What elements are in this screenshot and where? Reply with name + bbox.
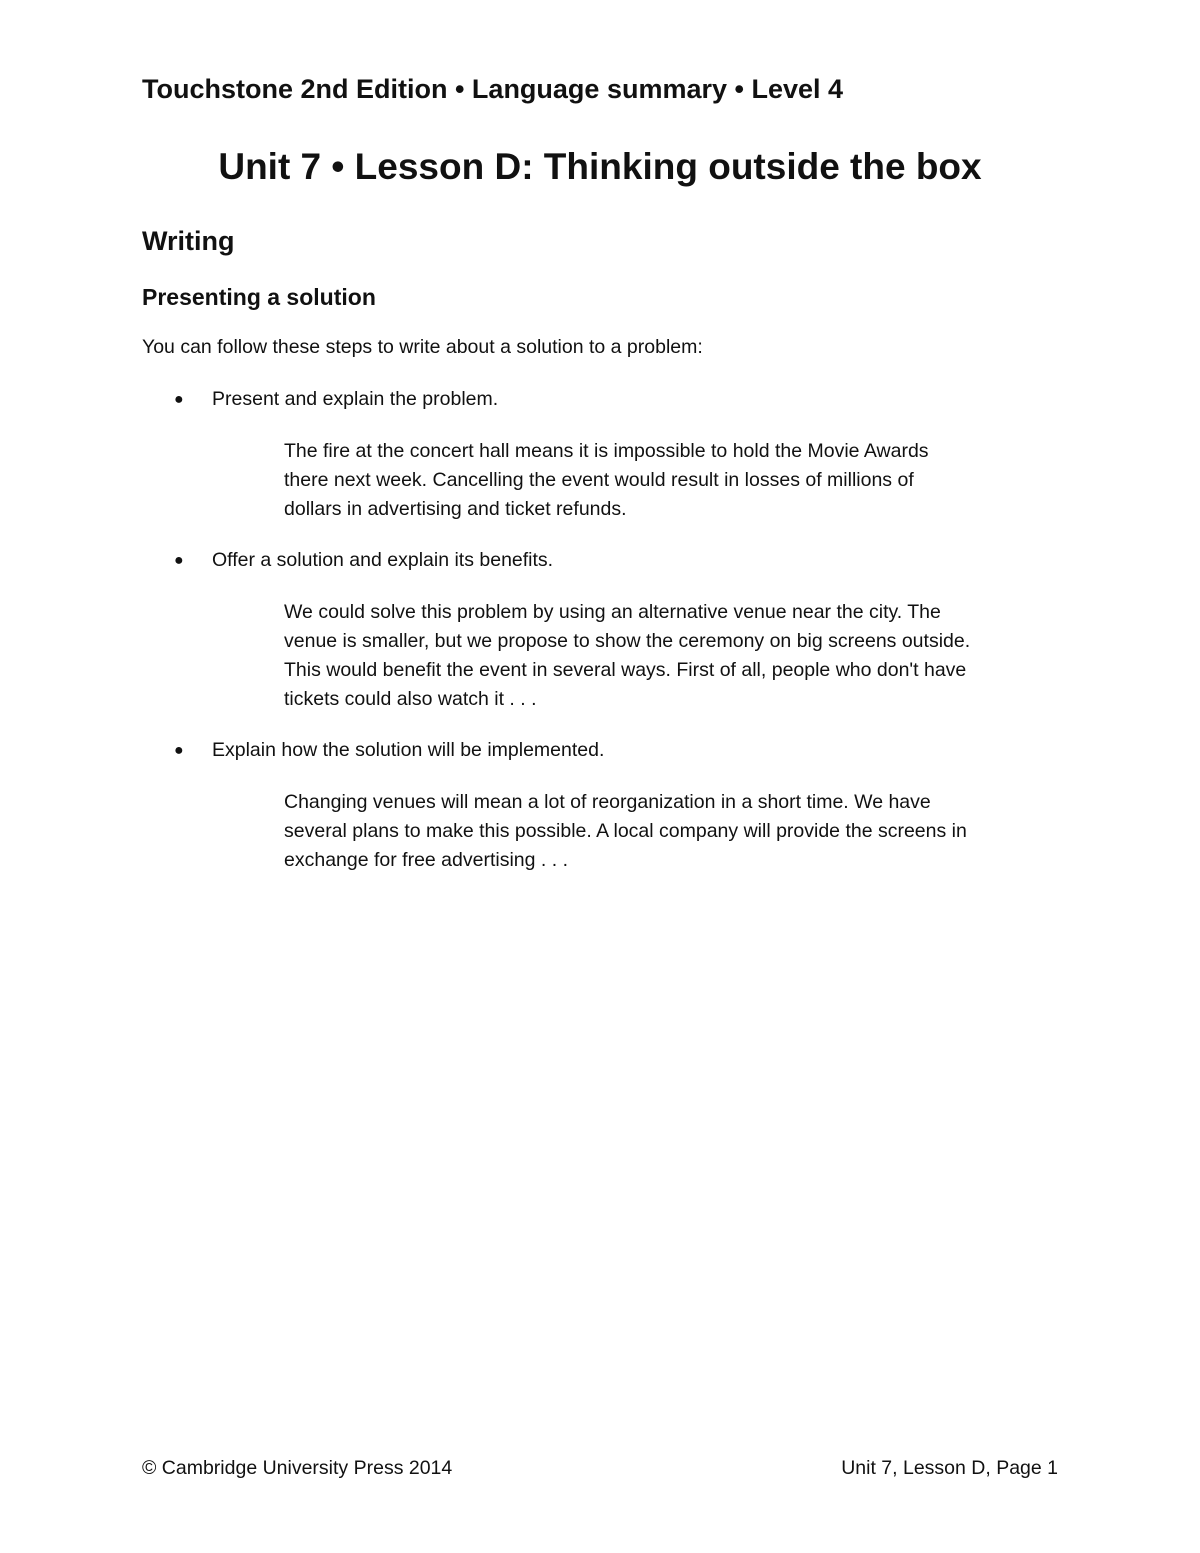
example-paragraph-3 <box>284 788 1084 875</box>
step-label: Explain how the solution will be implemented. <box>212 739 605 761</box>
step-label: Present and explain the problem. <box>212 388 499 410</box>
section-heading: Writing <box>142 226 235 256</box>
example-paragraph-1 <box>284 437 1084 524</box>
example-line: several plans to make this possible. A local company will provide the screens in <box>284 820 967 842</box>
example-line: venue is smaller, but we propose to show the ceremony on big screens outside. <box>284 630 971 652</box>
example-line: there next week. Cancelling the event would result in losses of millions of <box>284 469 914 491</box>
step-label: Offer a solution and explain its benefits. <box>212 549 554 571</box>
bullet-icon: ● <box>174 742 184 759</box>
example-line: This would benefit the event in several ways. First of all, people who don't have <box>284 659 967 681</box>
example-paragraph-2 <box>284 598 1084 714</box>
series-header: Touchstone 2nd Edition • Language summary • Level 4 <box>142 74 844 104</box>
example-line: exchange for free advertising . . . <box>284 849 568 871</box>
example-line: Changing venues will mean a lot of reorganization in a short time. We have <box>284 791 931 813</box>
step-item-1 <box>174 388 498 411</box>
intro-text: You can follow these steps to write about a solution to a problem: <box>142 336 703 358</box>
footer-copyright: © Cambridge University Press 2014 <box>142 1457 453 1479</box>
example-line: dollars in advertising and ticket refunds. <box>284 498 627 520</box>
page-title: Unit 7 • Lesson D: Thinking outside the box <box>218 146 982 187</box>
example-line: tickets could also watch it . . . <box>284 688 537 710</box>
bullet-icon: ● <box>174 391 184 408</box>
step-item-3 <box>174 739 604 762</box>
bullet-icon: ● <box>174 552 184 569</box>
footer-page-reference: Unit 7, Lesson D, Page 1 <box>841 1457 1058 1479</box>
subsection-heading: Presenting a solution <box>142 284 376 310</box>
step-item-2 <box>174 549 553 572</box>
example-line: The fire at the concert hall means it is impossible to hold the Movie Awards <box>284 440 929 462</box>
example-line: We could solve this problem by using an alternative venue near the city. The <box>284 601 941 623</box>
